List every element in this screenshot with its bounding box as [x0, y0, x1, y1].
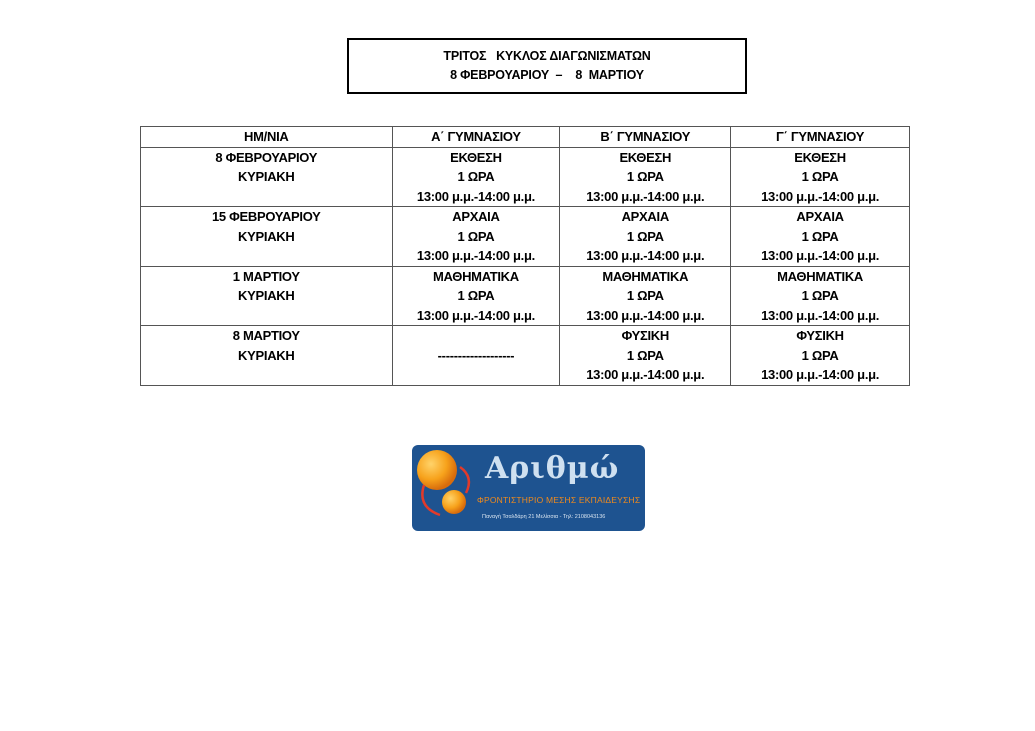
- subject: ΦΥΣΙΚΗ: [621, 328, 669, 343]
- subject: ΜΑΘΗΜΑΤΙΚΑ: [433, 268, 519, 284]
- logo-ball-small-icon: [442, 490, 466, 514]
- grade-b-cell: [560, 266, 731, 326]
- grade-b-cell: [560, 207, 731, 267]
- grade-b-cell: [560, 326, 731, 386]
- exam-schedule-table: [140, 126, 910, 386]
- date-cell: [141, 207, 393, 267]
- time-range: 13:00 μ.μ.-14:00 μ.μ.: [761, 307, 880, 323]
- duration: 1 ΩΡΑ: [626, 288, 664, 303]
- time-range: 13:00 μ.μ.-14:00 μ.μ.: [416, 188, 535, 204]
- subject: ΜΑΘΗΜΑΤΙΚΑ: [602, 268, 689, 284]
- exam-day: ΚΥΡΙΑΚΗ: [238, 228, 295, 244]
- grade-a-cell-empty: [392, 326, 560, 386]
- grade-c-cell: [731, 207, 910, 267]
- time-range: 13:00 μ.μ.-14:00 μ.μ.: [761, 367, 880, 382]
- exam-date: 15 ΦΕΒΡΟΥΑΡΙΟΥ: [211, 209, 321, 224]
- arithmo-logo: [412, 445, 645, 531]
- table-header-row: [141, 127, 910, 148]
- subject: ΕΚΘΕΣΗ: [794, 149, 846, 165]
- duration: 1 ΩΡΑ: [801, 288, 839, 303]
- grade-c-cell: [731, 266, 910, 326]
- no-exam-dashes: -------------------: [437, 347, 515, 363]
- subject: ΕΚΘΕΣΗ: [450, 149, 502, 165]
- subject: ΑΡΧΑΙΑ: [621, 209, 669, 224]
- grade-a-cell: [392, 207, 560, 267]
- date-cell: [141, 266, 393, 326]
- exam-date: 8 ΦΕΒΡΟΥΑΡΙΟΥ: [215, 149, 318, 165]
- duration: 1 ΩΡΑ: [457, 288, 495, 303]
- logo-subtitle: ΦΡΟΝΤΙΣΤΗΡΙΟ ΜΕΣΗΣ ΕΚΠΑΙΔΕΥΣΗΣ: [477, 495, 641, 505]
- duration: 1 ΩΡΑ: [801, 347, 839, 363]
- subject: ΑΡΧΑΙΑ: [796, 209, 844, 224]
- time-range: 13:00 μ.μ.-14:00 μ.μ.: [761, 188, 880, 204]
- date-cell: [141, 147, 393, 207]
- grade-b-cell: [560, 147, 731, 207]
- exam-day: ΚΥΡΙΑΚΗ: [238, 169, 295, 184]
- grade-a-cell: [392, 147, 560, 207]
- schedule-title-box: [347, 38, 747, 94]
- column-header-grade-c: Γ΄ ΓΥΜΝΑΣΙΟΥ: [731, 127, 910, 148]
- column-header-grade-b: Β΄ ΓΥΜΝΑΣΙΟΥ: [560, 127, 731, 148]
- time-range: 13:00 μ.μ.-14:00 μ.μ.: [761, 248, 880, 263]
- time-range: 13:00 μ.μ.-14:00 μ.μ.: [416, 248, 535, 263]
- time-range: 13:00 μ.μ.-14:00 μ.μ.: [586, 307, 705, 323]
- duration: 1 ΩΡΑ: [626, 228, 664, 244]
- duration: 1 ΩΡΑ: [801, 169, 839, 184]
- grade-c-cell: [731, 147, 910, 207]
- exam-day: ΚΥΡΙΑΚΗ: [238, 288, 295, 303]
- exam-day: ΚΥΡΙΑΚΗ: [238, 347, 295, 363]
- column-header-grade-a: Α΄ ΓΥΜΝΑΣΙΟΥ: [392, 127, 560, 148]
- logo-wordmark: Αριθμώ: [485, 451, 620, 486]
- subject: ΕΚΘΕΣΗ: [619, 149, 672, 165]
- duration: 1 ΩΡΑ: [457, 169, 495, 184]
- date-cell: [141, 326, 393, 386]
- duration: 1 ΩΡΑ: [626, 169, 664, 184]
- exam-date: 8 ΜΑΡΤΙΟΥ: [232, 328, 300, 343]
- time-range: 13:00 μ.μ.-14:00 μ.μ.: [416, 307, 535, 323]
- column-header-date: ΗΜ/ΝΙΑ: [141, 127, 393, 148]
- table-row: [141, 147, 910, 207]
- table-row: [141, 326, 910, 386]
- subject: ΑΡΧΑΙΑ: [452, 209, 500, 224]
- logo-address: Παναγή Τσαλδάρη 21 Μελίσσια - Τηλ: 2108043136: [482, 514, 606, 520]
- logo-ball-large-icon: [417, 450, 457, 490]
- subject: ΦΥΣΙΚΗ: [796, 328, 844, 343]
- duration: 1 ΩΡΑ: [801, 228, 839, 244]
- duration: 1 ΩΡΑ: [626, 347, 664, 363]
- time-range: 13:00 μ.μ.-14:00 μ.μ.: [586, 248, 705, 263]
- duration: 1 ΩΡΑ: [457, 228, 495, 244]
- exam-date: 1 ΜΑΡΤΙΟΥ: [232, 268, 300, 284]
- grade-c-cell: [731, 326, 910, 386]
- schedule-period: 8 ΦΕΒΡΟΥΑΡΙΟΥ – 8 ΜΑΡΤΙΟΥ: [450, 68, 644, 82]
- time-range: 13:00 μ.μ.-14:00 μ.μ.: [586, 188, 705, 204]
- table-row: [141, 266, 910, 326]
- grade-a-cell: [392, 266, 560, 326]
- schedule-title: ΤΡΙΤΟΣ ΚΥΚΛΟΣ ΔΙΑΓΩΝΙΣΜΑΤΩΝ: [443, 49, 651, 63]
- subject: ΜΑΘΗΜΑΤΙΚΑ: [777, 268, 863, 284]
- time-range: 13:00 μ.μ.-14:00 μ.μ.: [586, 367, 705, 382]
- table-row: [141, 207, 910, 267]
